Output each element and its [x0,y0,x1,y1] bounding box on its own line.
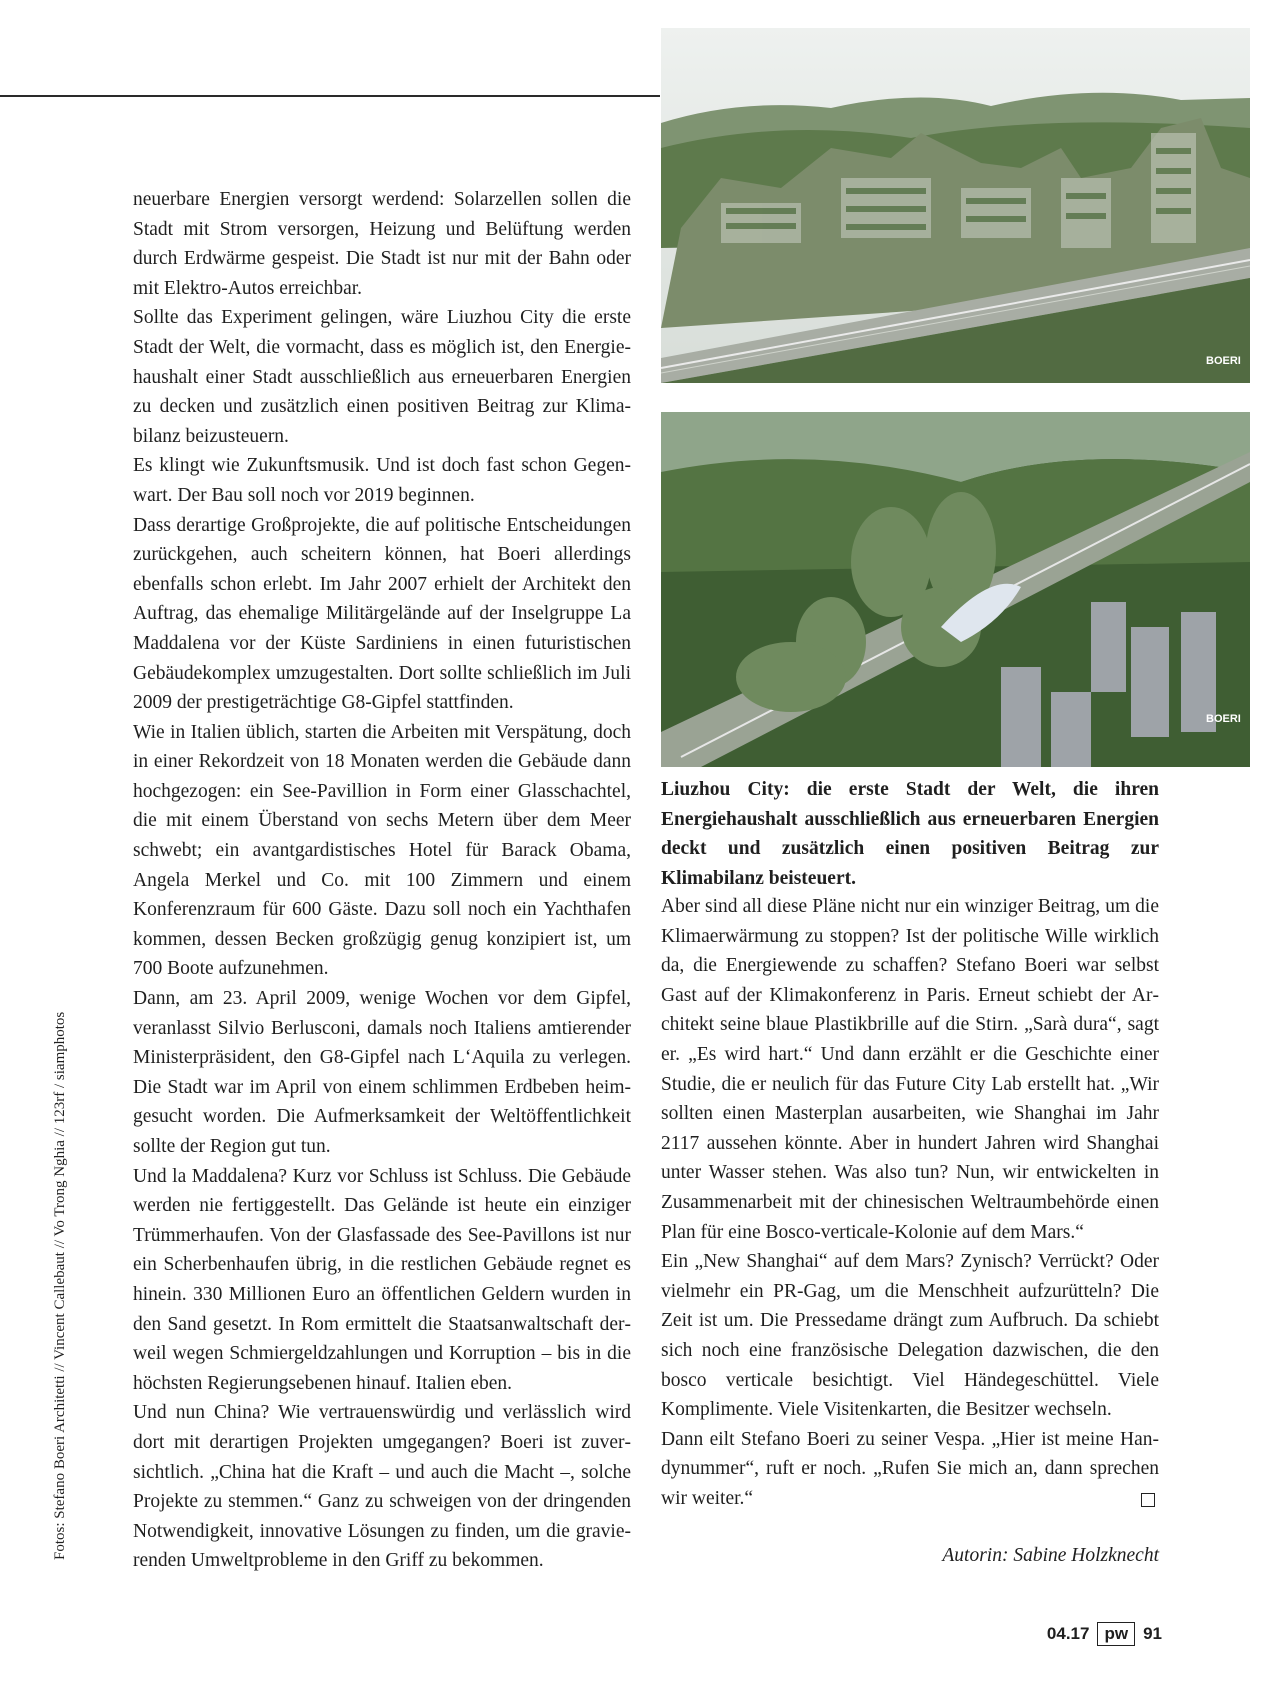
author-line: Autorin: Sabine Holzknecht [942,1545,1159,1566]
watermark-logo: BOERI [1206,713,1241,725]
paragraph: Dann, am 23. April 2009, wenige Wochen vor dem Gipfel, veranlasst Silvio Berlusconi, damals noch Italiens amtierender Ministerpräsident, den G8-Gipfel nach L‘Aquila zu verlegen. Die Stadt war im April von einem schlimmen Erdbeben heimgesucht worden. Die Aufmerksamkeit der Weltöffentlichkeit sollte der Region gut tun. [133,988,631,1157]
paragraph-text: Dann eilt Stefano Boeri zu seiner Vespa. „Hier ist meine Handynummer“, ruft er noch. „Rufen Sie mich an, dann sprechen wir weiter.“ [661,1428,1159,1509]
paragraph: Wie in Italien üblich, starten die Arbeiten mit Verspätung, doch in einer Rekordzeit von 18 Monaten werden die Gebäude dann hochgezogen: ein See-Pavillion in Form einer Glasschachtel, die mit einem Überstand von sechs Metern über dem Meer schwebt; ein avantgardistisches Hotel für Barack Obama, Angela Merkel und Co. mit 100 Zimmern und einem Konferenzraum für 600 Gäste. Dazu soll noch ein Yachthafen kommen, dessen Becken großzügig genug konzipiert ist, um 700 Boote aufzunehmen. [133,721,631,980]
paragraph: Sollte das Experiment gelingen, wäre Liuzhou City die erste Stadt der Welt, die vormacht, dass es möglich ist, den Energiehaushalt einer Stadt ausschließlich aus erneuerbaren Energien zu decken und zusätzlich einen positiven Beitrag zur Klimabilanz beizusteuern. [133,307,631,447]
paragraph: Dass derartige Großprojekte, die auf politische Entscheidungen zurückgehen, auch scheitern können, hat Boeri allerdings ebenfalls schon erlebt. Im Jahr 2007 erhielt der Architekt den Auftrag, das ehemalige Militärgelände auf der Inselgruppe La Maddalena vor der Küste Sardiniens in einen futuristischen Gebäudekomplex umzugestalten. Dort sollte schließlich im Juli 2009 der prestigeträchtige G8-Gipfel stattfinden. [133,514,631,714]
paragraph: Es klingt wie Zukunftsmusik. Und ist doch fast schon Gegenwart. Der Bau soll noch vor 2019 beginnen. [133,455,631,506]
left-column [133,185,631,1576]
paragraph: neuerbare Energien versorgt werdend: Solarzellen sollen die Stadt mit Strom versorgen, Heizung und Belüftung werden durch Erdwärme gespeist. Die Stadt ist nur mit der Bahn oder mit Elektro-Autos erreichbar. [133,189,631,299]
page-number: 91 [1143,1624,1162,1643]
right-column [661,892,1159,1513]
paragraph: Ein „New Shanghai“ auf dem Mars? Zynisch? Verrückt? Oder vielmehr ein PR-Gag, um die Menschheit aufzurütteln? Die Zeit ist um. Die Pressedame drängt zum Aufbruch. Da schiebt sich noch eine französische Delegation dazwischen, die den bosco verticale besichtigt. Viel Händegeschüttel. Viele Komplimente. Viele Visitenkarten, die Besitzer wechseln. [661,1251,1159,1421]
paragraph: Aber sind all diese Pläne nicht nur ein winziger Beitrag, um die Klimaerwärmung zu stoppen? Ist der politische Wille wirklich da, die Energiewende zu schaffen? Stefano Boeri war selbst Gast auf der Klimakonferenz in Paris. Erneut schiebt der Architekt seine blaue Plastikbrille auf die Stirn. „Sarà dura“, sagt er. „Es wird hart.“ Und dann erzählt er die Geschichte einer Studie, die er neulich für das Future City Lab erstellt hat. „Wir sollten einen Masterplan ausarbeiten, wie Shanghai im Jahr 2117 aussehen könnte. Aber in hundert Jahren wird Shanghai unter Wasser stehen. Was also tun? Nun, wir entwickelten in Zusammenarbeit mit der chinesischen Weltraumbehörde einen Plan für eine Bosco-verticale-Kolonie auf dem Mars.“ [661,896,1159,1243]
photo-caption: Liuzhou City: die erste Stadt der Welt, die ihren Energiehaushalt ausschließlich aus erneuerbaren Energien deckt und zusätzlich einen positiven Beitrag zur Klimabilanz beisteuert. [661,779,1159,889]
city-photo-top [661,28,1250,383]
watermark-logo: BOERI [1206,355,1241,367]
issue-number: 04.17 [1046,1624,1090,1643]
paragraph [661,1425,1159,1514]
paragraph: Und nun China? Wie vertrauenswürdig und verlässlich wird dort mit derartigen Projekten umgegangen? Boeri ist zuversichtlich. „China hat die Kraft – und auch die Macht –, solche Projekte zu stemmen.“ Ganz zu schweigen von der dringenden Notwendigkeit, innovative Lösungen zu finden, um die gravierenden Umweltprobleme in den Griff zu bekommen. [133,1402,631,1572]
page-footer [1047,1622,1162,1646]
end-mark-icon [1141,1493,1155,1507]
header-rule [0,95,660,97]
city-photo-bottom [661,412,1250,767]
magazine-logo: pw [1097,1622,1135,1646]
paragraph: Und la Maddalena? Kurz vor Schluss ist Schluss. Die Gebäude werden nie fertiggestellt. Das Gelände ist heute ein einziger Trümmerhaufen. Von der Glasfassade des See-Pavillons ist nur ein Scherbenhaufen übrig, in die restlichen Gebäude regnet es hinein. 330 Millionen Euro an öffentlichen Geldern wurden in den Sand gesetzt. In Rom ermittelt die Staatsanwaltschaft derweil wegen Schmiergeldzahlungen und Korruption – bis in die höchsten Regierungsebenen hinauf. Italien eben. [133,1165,631,1394]
